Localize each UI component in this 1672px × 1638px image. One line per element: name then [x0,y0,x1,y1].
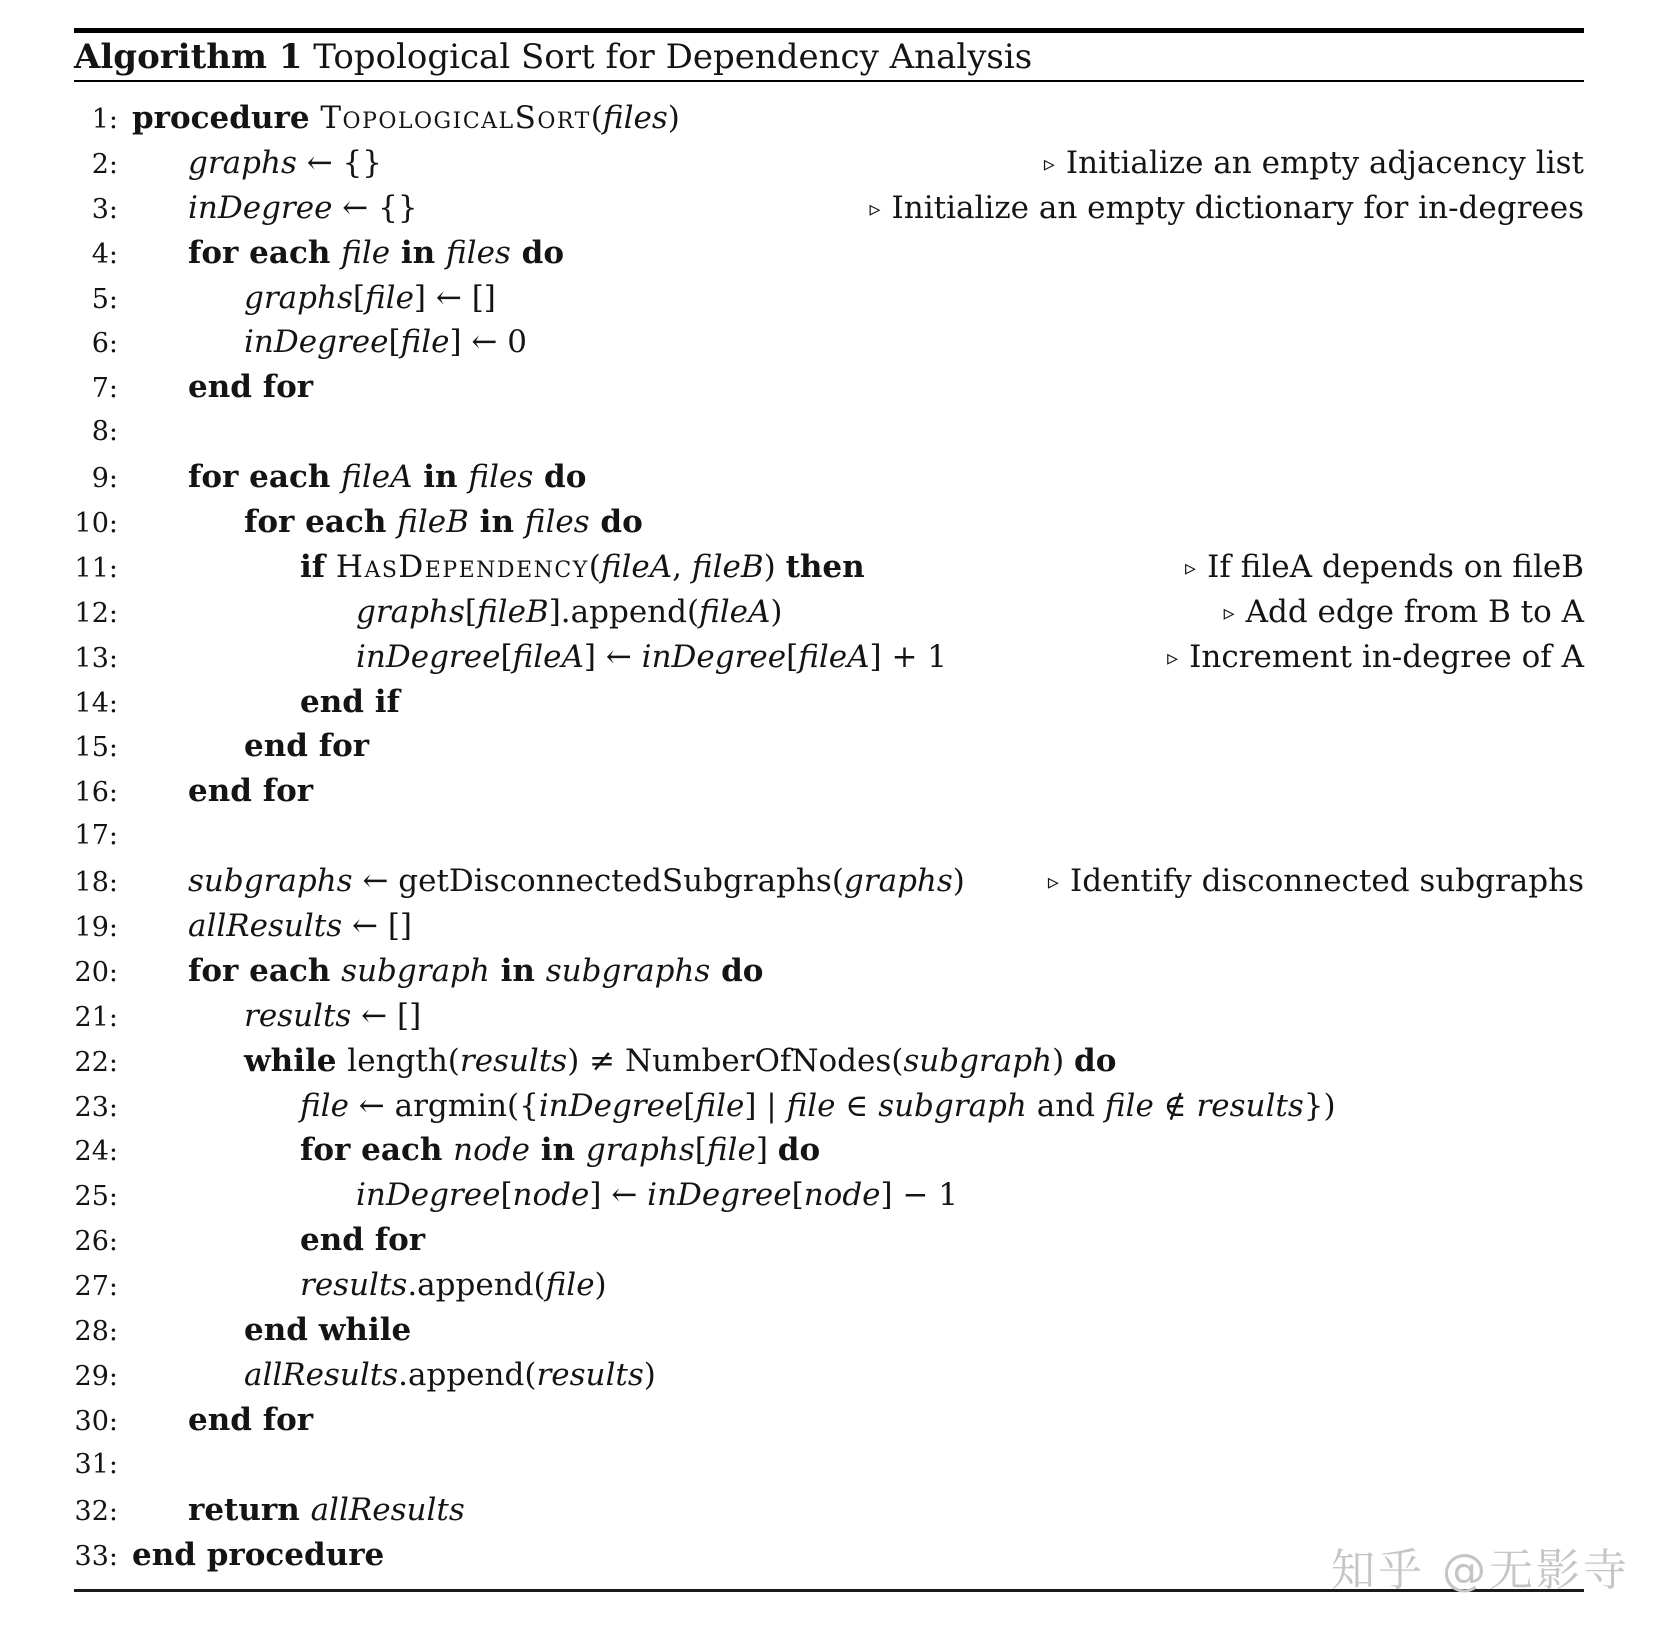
line-4 [74,231,1584,276]
line-12 [74,590,1584,635]
line-22 [74,1039,1584,1084]
line-31 [74,1443,1584,1488]
line-7 [74,365,1584,410]
line-26 [74,1218,1584,1263]
line-8 [74,410,1584,455]
line-2 [74,141,1584,186]
line-6 [74,320,1584,365]
line-code: inDegree[node] ← inDegree[node] − 1 [356,1177,959,1214]
line-code: inDegree[fileA] ← inDegree[fileA] + 1 [356,638,948,675]
line-comment: ▹ Initialize an empty dictionary for in-degrees [869,189,1584,226]
line-25 [74,1173,1584,1218]
line-code: subgraphs ← getDisconnectedSubgraphs(graphs) [188,863,965,900]
algorithm-body [74,82,1584,1577]
line-number: 16: [74,777,118,809]
line-28 [74,1308,1584,1353]
line-30 [74,1398,1584,1443]
algorithm-title [74,33,1584,80]
line-comment: ▹ Add edge from B to A [1223,593,1584,630]
line-code: for each node in graphs[file] do [300,1132,821,1169]
line-number: 28: [74,1316,118,1348]
algorithm-figure [74,28,1584,1592]
line-comment: ▹ Initialize an empty adjacency list [1043,144,1584,181]
line-number: 22: [74,1046,118,1078]
line-number: 23: [74,1091,118,1123]
line-code: file ← argmin({inDegree[file] | file ∈ subgraph and file ∉ results}) [300,1087,1336,1124]
line-code: end while [244,1312,412,1349]
line-1 [74,96,1584,141]
line-number: 20: [74,956,118,988]
line-number: 13: [74,642,118,674]
line-code: for each subgraph in subgraphs do [188,952,764,989]
line-24 [74,1128,1584,1173]
line-code: end for [188,773,314,810]
line-number: 4: [91,238,118,270]
line-number: 25: [74,1181,118,1213]
line-9 [74,455,1584,500]
line-code: for each fileA in files do [188,459,587,496]
line-number: 19: [74,912,118,944]
line-number: 33: [74,1540,118,1572]
line-number: 10: [74,508,118,540]
line-19 [74,904,1584,949]
line-number: 1: [91,104,118,135]
line-number: 27: [74,1271,118,1303]
line-code: results ← [] [244,997,422,1034]
line-number: 11: [74,552,118,584]
line-number: 31: [74,1448,118,1480]
line-13 [74,635,1584,680]
line-number: 2: [91,148,118,180]
line-number: 9: [91,463,118,495]
line-code: end procedure [132,1536,385,1573]
line-21 [74,994,1584,1039]
line-code: allResults ← [] [188,908,413,945]
line-code: end for [188,1401,314,1438]
comment-triangle-icon: ▹ [1185,555,1197,581]
line-number: 32: [74,1495,118,1527]
line-23 [74,1084,1584,1129]
line-3 [74,186,1584,231]
line-number: 18: [74,867,118,899]
line-code: graphs[file] ← [] [244,279,496,316]
line-comment: ▹ Increment in-degree of A [1167,638,1584,675]
line-code: end if [300,683,400,720]
line-27 [74,1263,1584,1308]
line-number: 12: [74,597,118,629]
line-number: 17: [74,820,118,852]
line-10 [74,500,1584,545]
line-32 [74,1488,1584,1533]
comment-triangle-icon: ▹ [1043,151,1055,177]
line-code: end for [300,1222,426,1259]
line-code: procedure TopologicalSort(files) [132,100,680,136]
line-code: allResults.append(results) [244,1356,656,1393]
line-18 [74,859,1584,904]
line-16 [74,769,1584,814]
line-code: results.append(file) [300,1267,607,1304]
line-code: return allResults [188,1491,465,1528]
line-number: 26: [74,1226,118,1258]
comment-triangle-icon: ▹ [869,196,881,222]
line-5 [74,276,1584,321]
line-code: for each file in files do [188,234,565,271]
watermark: 知乎 @无影寺 [1331,1545,1630,1596]
line-code: inDegree[file] ← 0 [244,324,527,361]
line-number: 3: [91,193,118,225]
line-number: 29: [74,1360,118,1392]
line-comment: ▹ If fileA depends on fileB [1185,548,1584,585]
line-17 [74,814,1584,859]
line-29 [74,1353,1584,1398]
line-number: 30: [74,1405,118,1437]
line-code: for each fileB in files do [244,504,643,541]
line-code: graphs[fileB].append(fileA) [356,593,783,630]
line-code: while length(results) ≠ NumberOfNodes(subgraph) do [244,1042,1117,1079]
line-code: end for [188,369,314,406]
line-number: 8: [91,416,118,448]
comment-triangle-icon: ▹ [1047,870,1059,896]
algorithm-title-text: Topological Sort for Dependency Analysis [302,37,1033,77]
line-14 [74,680,1584,725]
line-11 [74,545,1584,590]
line-code: graphs ← {} [188,144,383,181]
line-number: 6: [91,328,118,360]
comment-triangle-icon: ▹ [1223,600,1235,626]
line-number: 24: [74,1136,118,1168]
line-number: 5: [91,283,118,315]
line-code: inDegree ← {} [188,189,418,226]
line-code: end for [244,728,370,765]
line-number: 21: [74,1001,118,1033]
line-code: if HasDependency(fileA, fileB) then [300,548,865,585]
line-15 [74,724,1584,769]
line-number: 7: [91,373,118,405]
algorithm-label: Algorithm 1 [74,37,303,77]
line-20 [74,949,1584,994]
line-number: 14: [74,687,118,719]
line-number: 15: [74,732,118,764]
comment-triangle-icon: ▹ [1167,645,1179,671]
line-comment: ▹ Identify disconnected subgraphs [1047,863,1584,900]
